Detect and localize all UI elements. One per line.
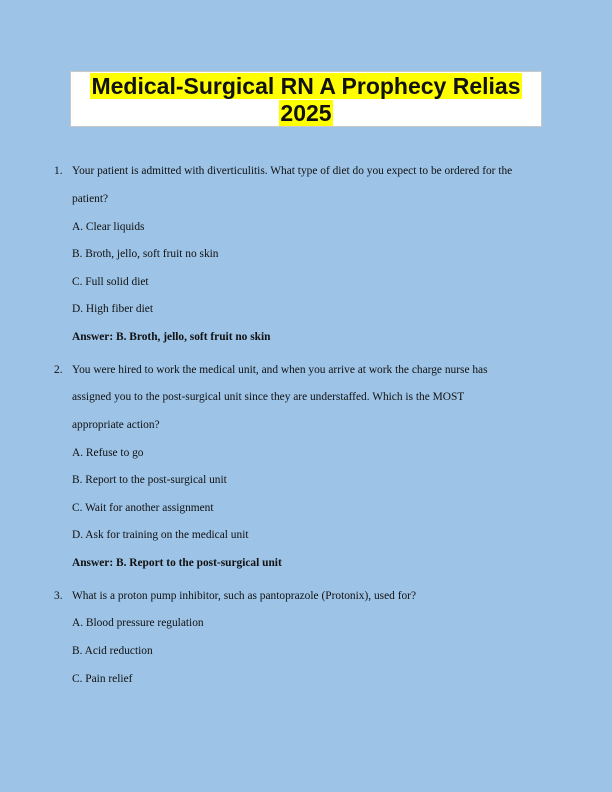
question-2-text-line-1: You were hired to work the medical unit, and when you arrive at work the charge nurse has: [72, 364, 488, 376]
question-3-number: 3.: [54, 590, 63, 602]
question-3-option-c: C. Pain relief: [72, 673, 133, 685]
question-1-option-d: D. High fiber diet: [72, 303, 153, 315]
question-3-option-b: B. Acid reduction: [72, 645, 153, 657]
question-1-option-b: B. Broth, jello, soft fruit no skin: [72, 248, 219, 260]
question-2-option-d: D. Ask for training on the medical unit: [72, 529, 249, 541]
question-3-text-line-1: What is a proton pump inhibitor, such as pantoprazole (Protonix), used for?: [72, 590, 417, 602]
question-2-text-line-3: appropriate action?: [72, 419, 160, 431]
question-1-option-a: A. Clear liquids: [72, 221, 145, 233]
question-1-option-c: C. Full solid diet: [72, 276, 149, 288]
question-1-text-line-2: patient?: [72, 193, 109, 205]
title-line-1-text: Medical-Surgical RN A Prophecy Relias: [91, 73, 521, 99]
question-1-number: 1.: [54, 165, 63, 177]
question-1-text-line-1: Your patient is admitted with diverticulitis. What type of diet do you expect to be ordered for the: [72, 165, 513, 177]
question-3-option-a: A. Blood pressure regulation: [72, 617, 204, 629]
title-line-2-text: 2025: [280, 100, 332, 126]
document-title-box: [70, 71, 542, 127]
question-2-answer: Answer: B. Report to the post-surgical unit: [72, 557, 282, 569]
question-1-answer: Answer: B. Broth, jello, soft fruit no skin: [72, 331, 271, 343]
question-2-option-b: B. Report to the post-surgical unit: [72, 474, 227, 486]
title-line-1: [71, 73, 541, 100]
question-2-option-c: C. Wait for another assignment: [72, 502, 214, 514]
question-2-number: 2.: [54, 364, 63, 376]
question-2-text-line-2: assigned you to the post-surgical unit since they are understaffed. Which is the MOST: [72, 391, 465, 403]
question-2-option-a: A. Refuse to go: [72, 447, 144, 459]
title-line-2: [71, 100, 541, 127]
